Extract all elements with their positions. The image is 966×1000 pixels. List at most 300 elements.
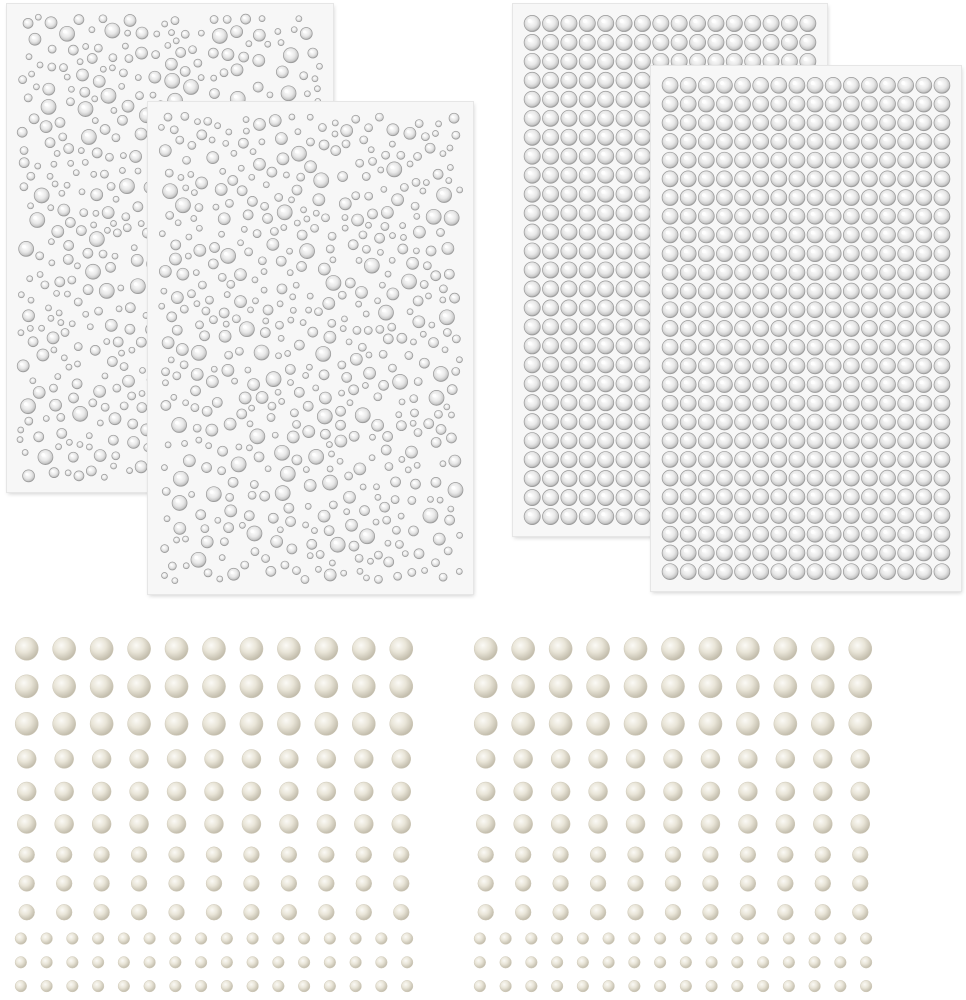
- rhinestone: [542, 281, 558, 297]
- rhinestone: [861, 152, 877, 168]
- rhinestone-glint: [115, 231, 117, 233]
- rhinestone-glint: [774, 287, 778, 291]
- rhinestone: [680, 414, 696, 430]
- rhinestone-glint: [338, 409, 341, 412]
- rhinestone: [161, 465, 167, 471]
- rhinestone-glint: [756, 212, 760, 216]
- pearl: [777, 904, 793, 920]
- rhinestone: [662, 133, 678, 149]
- rhinestone: [861, 190, 877, 206]
- rhinestone: [89, 399, 97, 407]
- rhinestone-glint: [206, 119, 208, 121]
- rhinestone: [162, 572, 168, 578]
- rhinestone-glint: [390, 291, 393, 294]
- rhinestone-glint: [71, 395, 74, 398]
- rhinestone: [320, 429, 330, 439]
- pearl: [67, 980, 79, 992]
- rhinestone: [771, 227, 787, 243]
- pearl: [352, 637, 375, 660]
- rhinestone: [634, 508, 650, 524]
- rhinestone: [898, 358, 914, 374]
- rhinestone-glint: [901, 268, 905, 272]
- rhinestone-glint: [638, 38, 642, 42]
- rhinestone-glint: [583, 190, 587, 194]
- rhinestone: [122, 43, 128, 49]
- pearl: [247, 957, 259, 969]
- rhinestone: [446, 178, 452, 184]
- rhinestone-glint: [202, 333, 205, 336]
- rhinestone: [898, 470, 914, 486]
- pearl: [813, 782, 832, 801]
- rhinestone-glint: [546, 209, 550, 213]
- rhinestone: [120, 363, 128, 371]
- rhinestone: [825, 489, 841, 505]
- rhinestone: [934, 358, 950, 374]
- rhinestone-glint: [901, 324, 905, 328]
- rhinestone: [579, 167, 595, 183]
- pearl: [273, 933, 285, 945]
- rhinestone: [934, 133, 950, 149]
- rhinestone: [789, 190, 805, 206]
- rhinestone: [267, 413, 275, 421]
- rhinestone-glint: [901, 249, 905, 253]
- pearl: [94, 904, 110, 920]
- rhinestone: [789, 451, 805, 467]
- rhinestone-glint: [583, 360, 587, 364]
- rhinestone: [51, 347, 57, 353]
- rhinestone-glint: [702, 324, 706, 328]
- rhinestone: [344, 509, 350, 515]
- rhinestone-glint: [31, 116, 34, 119]
- rhinestone-glint: [938, 118, 942, 122]
- rhinestone: [28, 203, 34, 209]
- rhinestone-glint: [408, 449, 411, 452]
- rhinestone-glint: [166, 115, 168, 117]
- rhinestone-glint: [666, 455, 670, 459]
- rhinestone: [77, 442, 83, 448]
- rhinestone: [789, 246, 805, 262]
- rhinestone-glint: [278, 135, 281, 138]
- rhinestone-glint: [785, 38, 789, 42]
- rhinestone: [880, 190, 896, 206]
- rhinestone: [168, 357, 174, 363]
- rhinestone-glint: [702, 231, 706, 235]
- rhinestone: [753, 190, 769, 206]
- rhinestone-glint: [756, 362, 760, 366]
- rhinestone-glint: [564, 512, 568, 516]
- rhinestone-glint: [449, 435, 452, 438]
- rhinestone: [119, 83, 125, 89]
- rhinestone: [376, 325, 384, 333]
- rhinestone: [415, 120, 423, 128]
- rhinestone: [861, 171, 877, 187]
- rhinestone: [662, 152, 678, 168]
- rhinestone-glint: [564, 266, 568, 270]
- rhinestone-glint: [390, 325, 392, 327]
- rhinestone-glint: [901, 100, 905, 104]
- rhinestone-glint: [256, 121, 259, 124]
- rhinestone: [561, 452, 577, 468]
- rhinestone: [771, 451, 787, 467]
- rhinestone: [542, 15, 558, 31]
- rhinestone-glint: [811, 418, 815, 422]
- rhinestone: [220, 168, 226, 174]
- rhinestone-glint: [938, 380, 942, 384]
- rhinestone-glint: [684, 231, 688, 235]
- rhinestone: [341, 316, 347, 322]
- rhinestone-glint: [738, 549, 742, 553]
- rhinestone: [178, 174, 184, 180]
- rhinestone: [191, 386, 201, 396]
- rhinestone: [825, 283, 841, 299]
- rhinestone: [426, 246, 436, 256]
- rhinestone-glint: [256, 32, 259, 35]
- rhinestone: [598, 15, 614, 31]
- rhinestone-glint: [280, 156, 283, 159]
- rhinestone-glint: [756, 399, 760, 403]
- rhinestone: [366, 222, 372, 228]
- pearl: [852, 847, 868, 863]
- rhinestone-glint: [370, 211, 373, 214]
- rhinestone: [303, 426, 315, 438]
- rhinestone-glint: [666, 249, 670, 253]
- rhinestone-glint: [702, 193, 706, 197]
- rhinestone: [277, 301, 283, 307]
- rhinestone-glint: [399, 423, 402, 426]
- rhinestone: [171, 292, 183, 304]
- rhinestone-glint: [638, 285, 642, 289]
- rhinestone-glint: [528, 512, 532, 516]
- rhinestone: [843, 545, 859, 561]
- rhinestone-glint: [447, 517, 450, 520]
- rhinestone-glint: [865, 343, 869, 347]
- rhinestone: [374, 575, 382, 583]
- rhinestone: [934, 377, 950, 393]
- pearl: [390, 675, 413, 698]
- rhinestone: [662, 246, 678, 262]
- rhinestone: [680, 77, 696, 93]
- rhinestone: [598, 91, 614, 107]
- rhinestone-glint: [919, 567, 923, 571]
- rhinestone: [825, 451, 841, 467]
- rhinestone: [789, 339, 805, 355]
- rhinestone-glint: [130, 394, 132, 396]
- rhinestone: [355, 408, 370, 423]
- rhinestone-glint: [360, 345, 362, 347]
- pearl: [281, 847, 297, 863]
- rhinestone: [671, 15, 687, 31]
- rhinestone: [771, 414, 787, 430]
- rhinestone: [193, 270, 199, 276]
- rhinestone: [290, 294, 296, 300]
- rhinestone-glint: [847, 567, 851, 571]
- rhinestone: [680, 451, 696, 467]
- pearl-sticker-sheet-left: [8, 630, 420, 998]
- rhinestone-glint: [199, 132, 202, 134]
- rhinestone: [183, 156, 191, 164]
- rhinestone-glint: [738, 362, 742, 366]
- rhinestone: [716, 152, 732, 168]
- rhinestone: [275, 28, 281, 34]
- rhinestone: [598, 508, 614, 524]
- pearl: [736, 637, 759, 660]
- pearl: [53, 637, 76, 660]
- pearl: [577, 957, 589, 969]
- rhinestone: [61, 328, 69, 336]
- rhinestone: [364, 367, 376, 379]
- rhinestone-glint: [620, 152, 624, 156]
- rhinestone: [246, 41, 252, 47]
- rhinestone: [616, 452, 632, 468]
- rhinestone: [300, 28, 312, 40]
- rhinestone: [843, 414, 859, 430]
- rhinestone-glint: [756, 380, 760, 384]
- rhinestone: [843, 96, 859, 112]
- rhinestone: [789, 283, 805, 299]
- pearl: [205, 749, 224, 768]
- rhinestone: [735, 489, 751, 505]
- rhinestone: [261, 287, 267, 293]
- rhinestone: [77, 59, 83, 65]
- rhinestone-glint: [24, 402, 28, 406]
- rhinestone-glint: [901, 511, 905, 515]
- pearl: [53, 675, 76, 698]
- rhinestone-glint: [919, 287, 923, 291]
- rhinestone: [211, 366, 217, 372]
- rhinestone: [880, 433, 896, 449]
- pearl: [549, 675, 572, 698]
- rhinestone: [287, 248, 293, 254]
- rhinestone: [825, 564, 841, 580]
- pearl: [680, 933, 692, 945]
- rhinestone: [789, 152, 805, 168]
- rhinestone-glint: [666, 193, 670, 197]
- rhinestone: [283, 48, 298, 63]
- pearl: [392, 782, 411, 801]
- rhinestone: [362, 172, 370, 180]
- rhinestone: [306, 307, 312, 313]
- rhinestone: [524, 281, 540, 297]
- rhinestone: [662, 96, 678, 112]
- rhinestone-glint: [883, 305, 887, 309]
- rhinestone-glint: [919, 511, 923, 515]
- rhinestone: [579, 452, 595, 468]
- rhinestone: [735, 302, 751, 318]
- rhinestone-glint: [184, 158, 186, 160]
- rhinestone: [598, 489, 614, 505]
- rhinestone-glint: [738, 455, 742, 459]
- rhinestone: [542, 205, 558, 221]
- rhinestone: [662, 358, 678, 374]
- rhinestone-glint: [811, 287, 815, 291]
- rhinestone-glint: [767, 38, 771, 42]
- rhinestone-glint: [793, 474, 797, 478]
- rhinestone: [181, 112, 189, 120]
- rhinestone-glint: [173, 18, 175, 20]
- rhinestone: [183, 185, 189, 191]
- rhinestone-glint: [829, 118, 833, 122]
- rhinestone-glint: [82, 89, 85, 92]
- pearl: [90, 712, 113, 735]
- rhinestone: [57, 428, 67, 438]
- rhinestone: [159, 145, 171, 157]
- rhinestone: [17, 437, 23, 443]
- rhinestone: [297, 262, 307, 272]
- rhinestone: [301, 207, 307, 213]
- rhinestone-glint: [620, 455, 624, 459]
- rhinestone: [102, 207, 114, 219]
- rhinestone: [215, 123, 221, 129]
- rhinestone: [180, 66, 190, 76]
- rhinestone: [297, 173, 305, 181]
- rhinestone-glint: [546, 171, 550, 175]
- rhinestone: [916, 133, 932, 149]
- rhinestone: [561, 262, 577, 278]
- rhinestone: [735, 470, 751, 486]
- rhinestone-glint: [384, 209, 387, 212]
- rhinestone: [716, 526, 732, 542]
- rhinestone: [634, 433, 650, 449]
- rhinestone: [616, 148, 632, 164]
- rhinestone: [395, 540, 403, 548]
- rhinestone: [898, 115, 914, 131]
- rhinestone-glint: [730, 38, 734, 42]
- rhinestone: [807, 526, 823, 542]
- rhinestone: [259, 139, 265, 145]
- rhinestone-glint: [738, 137, 742, 141]
- rhinestone: [753, 451, 769, 467]
- rhinestone-glint: [583, 455, 587, 459]
- rhinestone: [74, 298, 82, 306]
- rhinestone-glint: [226, 353, 228, 355]
- rhinestone: [898, 264, 914, 280]
- rhinestone-glint: [108, 322, 111, 325]
- rhinestone: [225, 505, 237, 517]
- rhinestone-glint: [351, 543, 354, 546]
- rhinestone-glint: [774, 324, 778, 328]
- rhinestone-glint: [620, 209, 624, 213]
- rhinestone-glint: [256, 161, 259, 164]
- rhinestone-glint: [390, 366, 392, 368]
- rhinestone-glint: [811, 156, 815, 160]
- rhinestone: [174, 522, 186, 534]
- rhinestone: [880, 133, 896, 149]
- pearl: [515, 904, 531, 920]
- rhinestone-glint: [357, 556, 359, 558]
- rhinestone: [825, 171, 841, 187]
- rhinestone-glint: [25, 21, 28, 24]
- rhinestone: [268, 513, 278, 523]
- rhinestone-glint: [139, 339, 142, 342]
- rhinestone-glint: [564, 455, 568, 459]
- rhinestone-glint: [127, 17, 130, 20]
- rhinestone: [934, 115, 950, 131]
- rhinestone: [27, 172, 35, 180]
- rhinestone-glint: [756, 231, 760, 235]
- rhinestone: [206, 376, 218, 388]
- rhinestone: [634, 395, 650, 411]
- rhinestone: [175, 198, 190, 213]
- rhinestone: [205, 296, 213, 304]
- rhinestone-glint: [76, 17, 79, 20]
- rhinestone-glint: [620, 285, 624, 289]
- rhinestone: [99, 250, 107, 258]
- rhinestone-glint: [865, 567, 869, 571]
- rhinestone: [542, 319, 558, 335]
- rhinestone-glint: [294, 457, 297, 460]
- rhinestone: [448, 412, 454, 418]
- rhinestone-glint: [620, 228, 624, 232]
- rhinestone-glint: [919, 492, 923, 496]
- rhinestone: [48, 63, 56, 71]
- pearl: [17, 815, 36, 834]
- rhinestone-glint: [546, 322, 550, 326]
- rhinestone-glint: [273, 538, 276, 541]
- rhinestone-glint: [546, 455, 550, 459]
- rhinestone: [223, 321, 229, 327]
- rhinestone-glint: [774, 567, 778, 571]
- rhinestone-glint: [340, 363, 342, 365]
- rhinestone: [290, 307, 296, 313]
- rhinestone: [680, 470, 696, 486]
- rhinestone: [880, 470, 896, 486]
- rhinestone-glint: [774, 455, 778, 459]
- rhinestone: [579, 129, 595, 145]
- rhinestone: [843, 190, 859, 206]
- rhinestone-glint: [601, 341, 605, 345]
- rhinestone-glint: [528, 474, 532, 478]
- rhinestone: [789, 227, 805, 243]
- rhinestone: [680, 302, 696, 318]
- rhinestone-glint: [33, 216, 37, 220]
- rhinestone-glint: [684, 492, 688, 496]
- rhinestone: [716, 321, 732, 337]
- rhinestone-glint: [901, 549, 905, 553]
- pearl: [315, 675, 338, 698]
- rhinestone-glint: [204, 539, 207, 542]
- rhinestone: [382, 151, 390, 159]
- pearl: [514, 815, 533, 834]
- rhinestone: [182, 440, 188, 446]
- pearl: [629, 933, 641, 945]
- rhinestone-glint: [256, 454, 259, 457]
- rhinestone-glint: [601, 133, 605, 137]
- rhinestone-glint: [167, 171, 169, 173]
- rhinestone: [561, 414, 577, 430]
- rhinestone-glint: [212, 245, 215, 248]
- rhinestone-glint: [222, 333, 225, 336]
- rhinestone: [235, 296, 247, 308]
- rhinestone-glint: [19, 129, 22, 132]
- rhinestone-glint: [711, 57, 715, 61]
- pearl: [551, 815, 570, 834]
- pearl: [130, 749, 149, 768]
- rhinestone: [228, 568, 240, 580]
- rhinestone: [561, 300, 577, 316]
- rhinestone-glint: [221, 216, 224, 219]
- rhinestone: [825, 133, 841, 149]
- rhinestone-glint: [297, 390, 300, 393]
- rhinestone: [634, 15, 650, 31]
- rhinestone: [34, 432, 44, 442]
- rhinestone: [843, 302, 859, 318]
- rhinestone: [437, 497, 443, 503]
- rhinestone: [716, 414, 732, 430]
- rhinestone: [159, 303, 165, 309]
- rhinestone: [807, 77, 823, 93]
- rhinestone: [43, 83, 55, 95]
- rhinestone: [261, 269, 267, 275]
